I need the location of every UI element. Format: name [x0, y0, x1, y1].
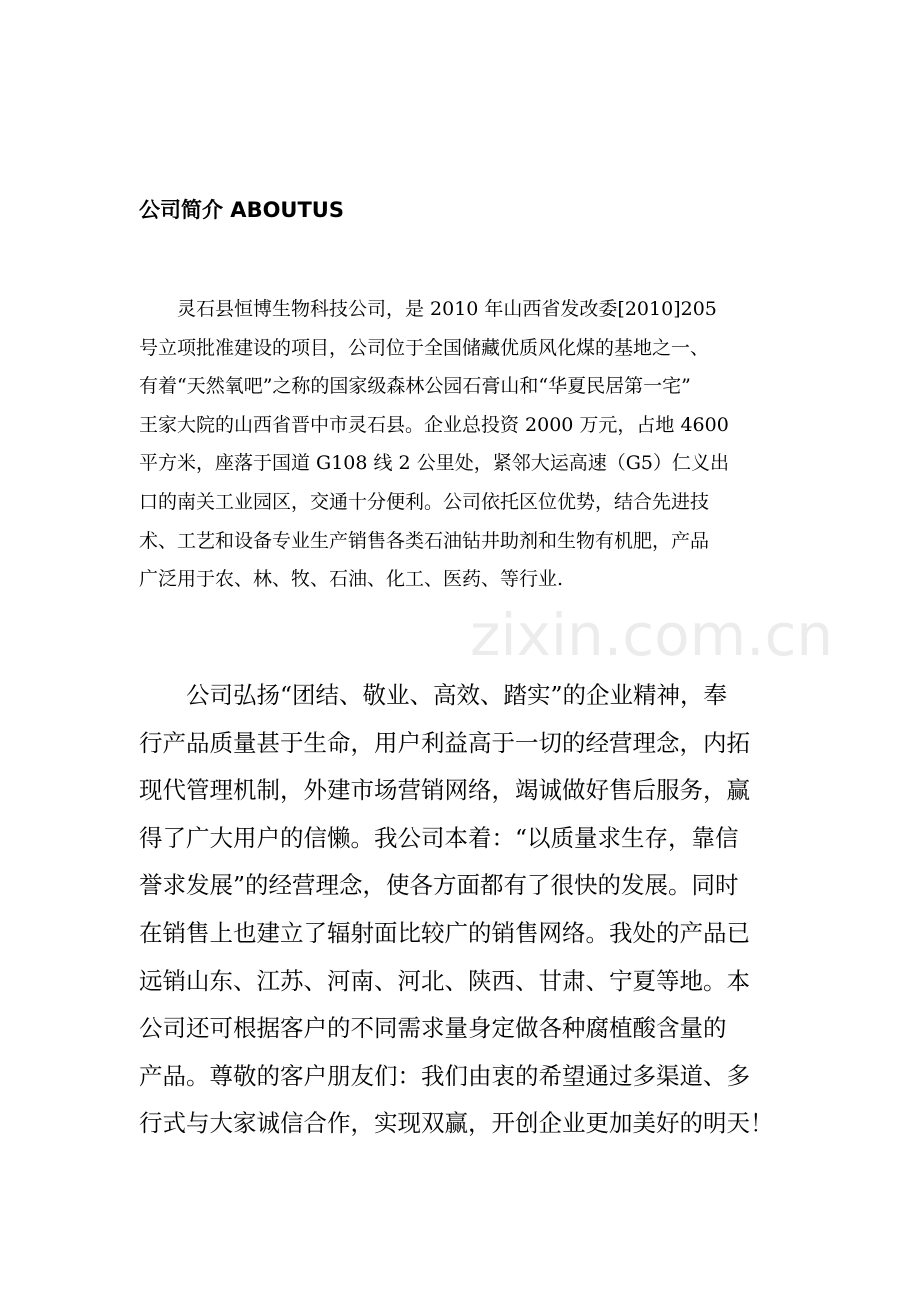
paragraph-line: 灵石县恒博生物科技公司，是 2010 年山西省发改委[2010]205 [139, 298, 717, 320]
paragraph-line: 平方米，座落于国道 G108 线 2 公里处，紧邻大运高速（G5）仁义出 [139, 452, 729, 475]
paragraph-line: 誉求发展”的经营理念，使各方面都有了很快的发展。同时 [139, 871, 739, 900]
paragraph-line: 口的南关工业园区，交通十分便利。公司依托区位优势，结合先进技 [139, 490, 710, 513]
paragraph-line: 产品。尊敬的客户朋友们：我们由衷的希望通过多渠道、多 [139, 1061, 750, 1090]
paragraph-line: 号立项批准建设的项目，公司位于全国储藏优质风化煤的基地之一、 [139, 336, 710, 359]
paragraph-line: 行式与大家诚信合作，实现双赢，开创企业更加美好的明天！ [139, 1109, 774, 1138]
paragraph-line: 远销山东、江苏、河南、河北、陕西、甘肃、宁夏等地。本 [139, 966, 750, 995]
section-heading: 公司简介 ABOUTUS [139, 198, 344, 222]
paragraph-line: 有着“天然氧吧”之称的国家级森林公园石膏山和“华夏民居第一宅” [139, 375, 691, 398]
paragraph-intro [139, 290, 729, 599]
paragraph-line: 行产品质量甚于生命，用户利益高于一切的经营理念，内拓 [139, 728, 750, 757]
paragraph-line: 现代管理机制，外建市场营销网络，竭诚做好售后服务，赢 [139, 776, 750, 805]
watermark: zixin.com.cn [470, 601, 834, 669]
paragraph-line: 术、工艺和设备专业生产销售各类石油钻井助剂和生物有机肥，产品 [139, 529, 710, 552]
paragraph-line: 广泛用于农、林、牧、石油、化工、医药、等行业. [139, 568, 564, 591]
paragraph-line: 王家大院的山西省晋中市灵石县。企业总投资 2000 万元，占地 4600 [139, 413, 729, 436]
paragraph-line: 公司还可根据客户的不同需求量身定做各种腐植酸含量的 [139, 1014, 727, 1043]
paragraph-line: 公司弘扬“团结、敬业、高效、踏实”的企业精神，奉 [139, 681, 728, 709]
paragraph-line: 在销售上也建立了辐射面比较广的销售网络。我处的产品已 [139, 918, 750, 947]
paragraph-philosophy [139, 672, 774, 1148]
paragraph-line: 得了广大用户的信懒。我公司本着：“以质量求生存，靠信 [139, 823, 739, 852]
